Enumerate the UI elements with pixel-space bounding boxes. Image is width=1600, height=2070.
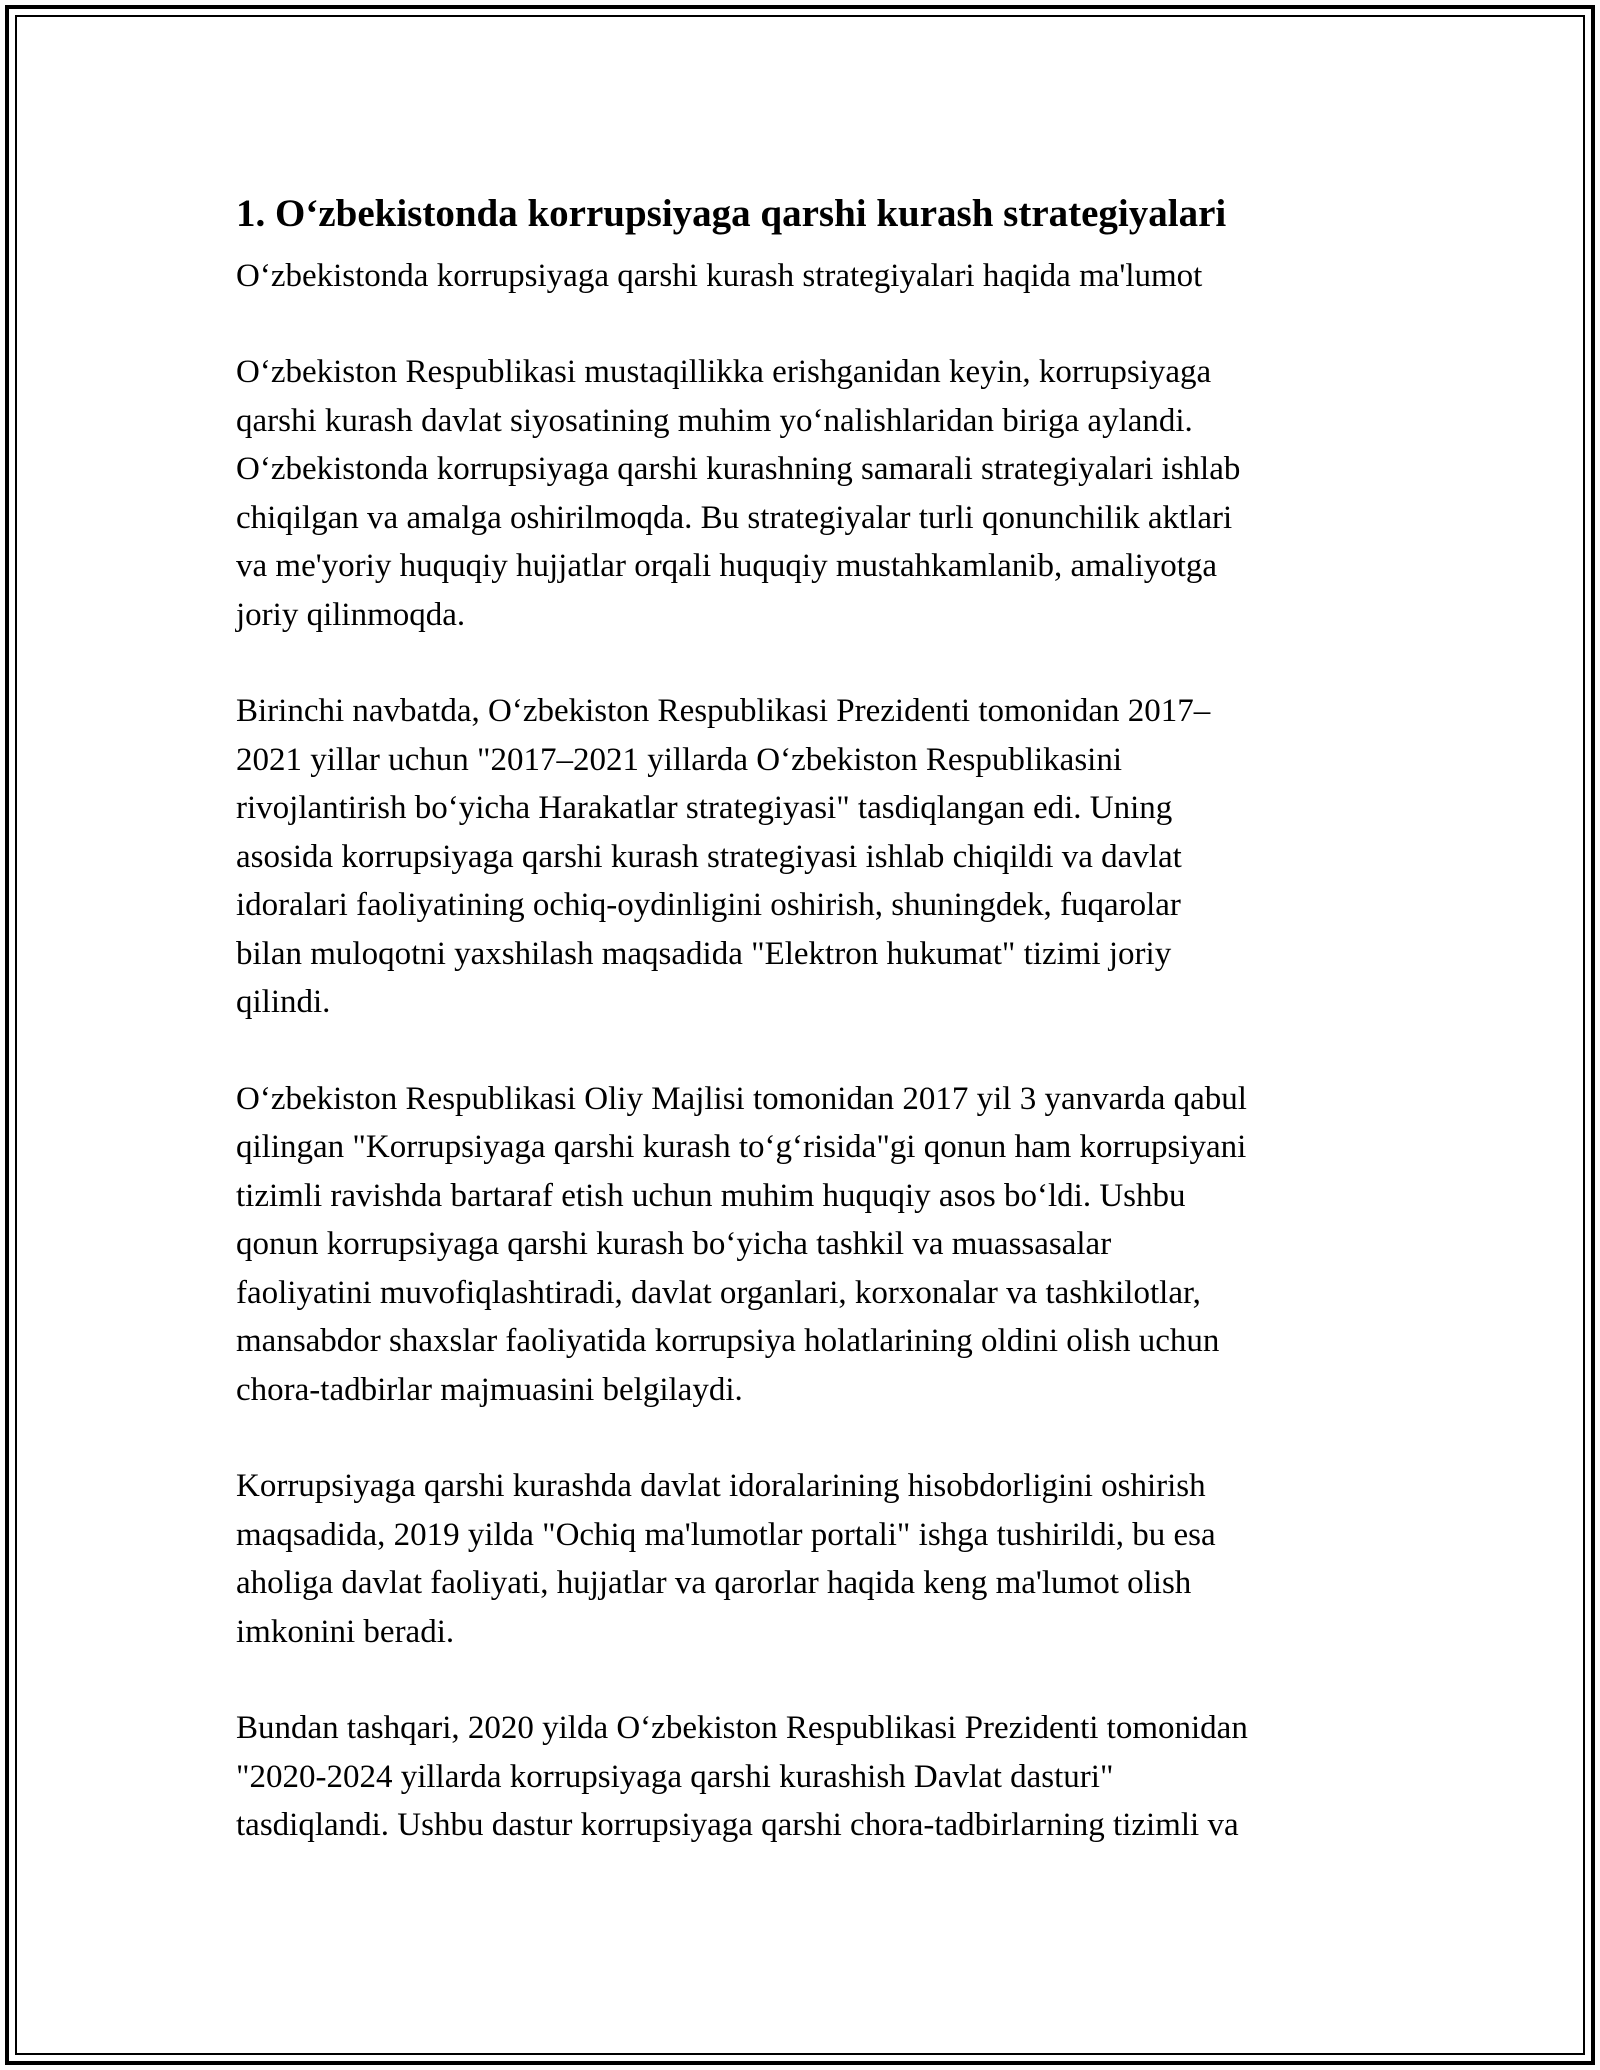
paragraph-line: 2021 yillar uchun "2017–2021 yillarda O‘zbekiston Respublikasini bbox=[236, 741, 1123, 778]
paragraph-line: tasdiqlandi. Ushbu dastur korrupsiyaga qarshi chora-tadbirlarning tizimli va bbox=[236, 1807, 1239, 1843]
paragraph-line: faoliyatini muvofiqlashtiradi, davlat organlari, korxonalar va tashkilotlar, bbox=[236, 1274, 1201, 1311]
section-heading: 1. O‘zbekistonda korrupsiyaga qarshi kurash strategiyalari bbox=[236, 192, 1227, 235]
paragraph-line: chora-tadbirlar majmuasini belgilaydi. bbox=[236, 1371, 743, 1408]
paragraph-line: Korrupsiyaga qarshi kurashda davlat idoralarining hisobdorligini oshirish bbox=[236, 1468, 1206, 1504]
paragraph-line: qonun korrupsiyaga qarshi kurash bo‘yicha tashkil va muassasalar bbox=[236, 1226, 1112, 1262]
paragraph-action-strategy bbox=[236, 687, 1376, 1027]
paragraph-line: bilan muloqotni yaxshilash maqsadida "Elektron hukumat" tizimi joriy bbox=[236, 935, 1172, 972]
paragraph-line: chiqilgan va amalga oshirilmoqda. Bu strategiyalar turli qonunchilik aktlari bbox=[236, 499, 1233, 536]
paragraph-line: O‘zbekiston Respublikasi mustaqillikka erishganidan keyin, korrupsiyaga bbox=[236, 354, 1212, 390]
paragraph-line: qarshi kurash davlat siyosatining muhim yo‘nalishlaridan biriga aylandi. bbox=[236, 402, 1193, 439]
paragraph-line: qilingan "Korrupsiyaga qarshi kurash to‘g‘risida"gi qonun ham korrupsiyani bbox=[236, 1129, 1247, 1165]
paragraph-line: "2020-2024 yillarda korrupsiyaga qarshi kurashish Davlat dasturi" bbox=[236, 1758, 1114, 1795]
paragraph-line: va me'yoriy huquqiy hujjatlar orqali huquqiy mustahkamlanib, amaliyotga bbox=[236, 548, 1218, 584]
paragraph-line: O‘zbekiston Respublikasi Oliy Majlisi tomonidan 2017 yil 3 yanvarda qabul bbox=[236, 1080, 1247, 1117]
paragraph-line: aholiga davlat faoliyati, hujjatlar va qarorlar haqida keng ma'lumot olish bbox=[236, 1565, 1192, 1601]
paragraph-line: asosida korrupsiyaga qarshi kurash strategiyasi ishlab chiqildi va davlat bbox=[236, 838, 1182, 875]
paragraph-line: rivojlantirish bo‘yicha Harakatlar strategiyasi" tasdiqlangan edi. Uning bbox=[236, 790, 1173, 826]
paragraph-line: O‘zbekistonda korrupsiyaga qarshi kurashning samarali strategiyalari ishlab bbox=[236, 451, 1241, 487]
paragraph-line: joriy qilinmoqda. bbox=[236, 596, 466, 633]
paragraph-line: Birinchi navbatda, O‘zbekiston Respublikasi Prezidenti tomonidan 2017– bbox=[236, 693, 1211, 729]
paragraph-line: tizimli ravishda bartaraf etish uchun muhim huquqiy asos bo‘ldi. Ushbu bbox=[236, 1177, 1186, 1214]
paragraph-line: maqsadida, 2019 yilda "Ochiq ma'lumotlar portali" ishga tushirildi, bu esa bbox=[236, 1516, 1216, 1553]
paragraph-line: imkonini beradi. bbox=[236, 1613, 455, 1650]
paragraph-state-program bbox=[236, 1704, 1376, 1850]
paragraph-open-data-portal bbox=[236, 1462, 1376, 1656]
paragraph-line: Bundan tashqari, 2020 yilda O‘zbekiston Respublikasi Prezidenti tomonidan bbox=[236, 1710, 1248, 1746]
paragraph-line: mansabdor shaxslar faoliyatida korrupsiya holatlarining oldini olish uchun bbox=[236, 1323, 1220, 1359]
paragraph-line: qilindi. bbox=[236, 984, 331, 1020]
section-subtitle: O‘zbekistonda korrupsiyaga qarshi kurash strategiyalari haqida ma'lumot bbox=[236, 258, 1203, 294]
paragraph-anticorruption-law bbox=[236, 1075, 1376, 1415]
paragraph-line: idoralari faoliyatining ochiq-oydinligini oshirish, shuningdek, fuqarolar bbox=[236, 887, 1181, 923]
paragraph-independence bbox=[236, 348, 1376, 639]
document-body bbox=[236, 186, 1376, 1850]
